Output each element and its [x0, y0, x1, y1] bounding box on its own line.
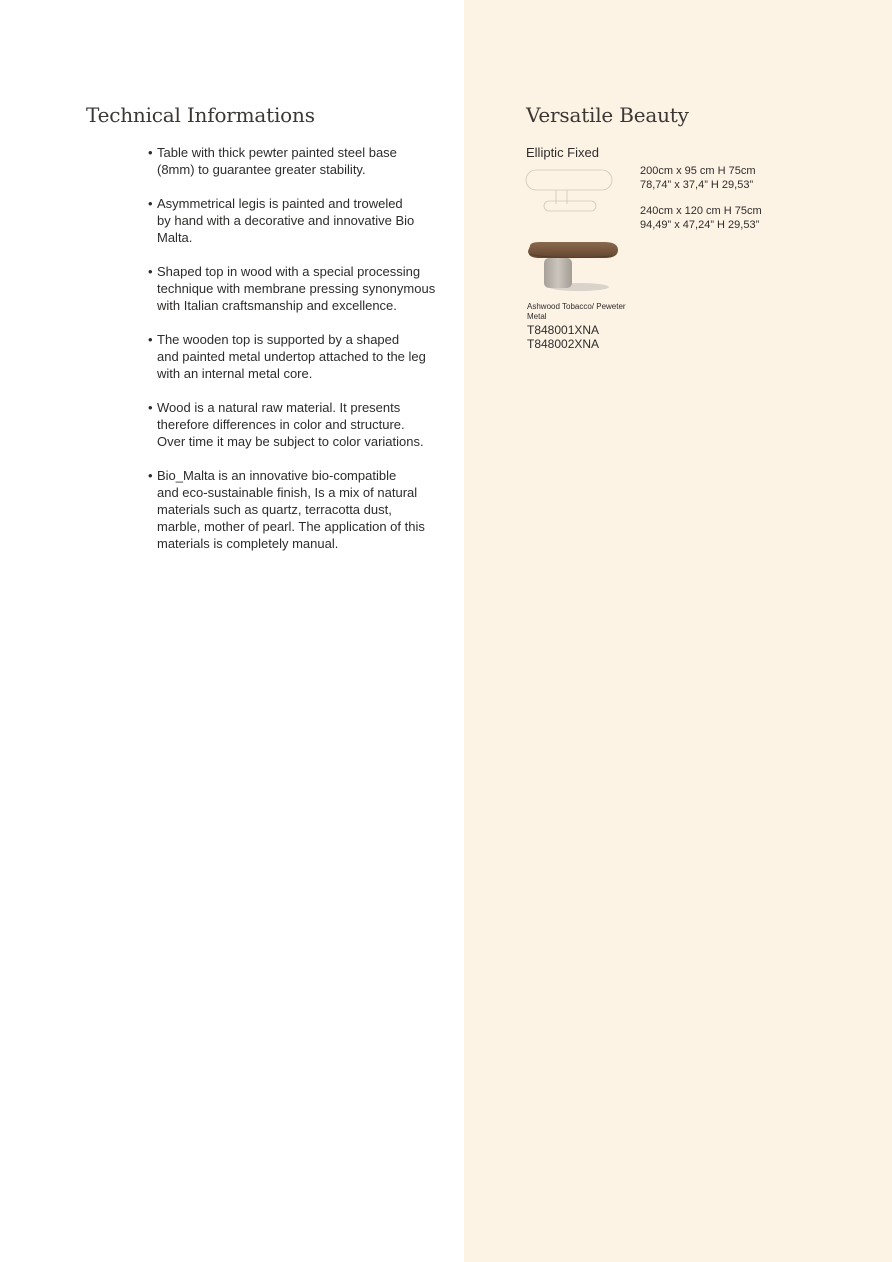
- bullet-icon: •: [148, 332, 153, 347]
- table-outline-drawing-icon: [524, 166, 616, 218]
- feature-text: Shaped top in wood with a special processing technique with membrane pressing synonymous with Italian craftsmanship and excellence.: [157, 264, 436, 313]
- size-imperial: 94,49” x 47,24” H 29,53”: [640, 219, 760, 231]
- size-metric: 200cm x 95 cm H 75cm: [640, 165, 756, 177]
- feature-item: [148, 331, 453, 382]
- feature-item: [148, 399, 453, 450]
- bullet-icon: •: [148, 468, 153, 483]
- finish-name: Ashwood Tobacco/ Peweter Metal: [527, 302, 626, 321]
- feature-text: Bio_Malta is an innovative bio-compatible and eco-sustainable finish, Is a mix of natural materials such as quartz, terracotta dust, marble, mother of pearl. The application of this materials is completely manual.: [157, 468, 425, 551]
- feature-item: [148, 263, 453, 314]
- size-imperial: 78,74” x 37,4” H 29,53”: [640, 179, 754, 191]
- feature-text: Wood is a natural raw material. It presents therefore differences in color and structure. Over time it may be subject to color variations.: [157, 400, 424, 449]
- size-option: [640, 204, 762, 232]
- bullet-icon: •: [148, 400, 153, 415]
- technical-informations-title: Technical Informations: [86, 103, 315, 127]
- bullet-icon: •: [148, 196, 153, 211]
- feature-item: [148, 195, 453, 246]
- product-code: T848001XNA: [527, 323, 600, 337]
- versatile-beauty-title: Versatile Beauty: [526, 103, 689, 127]
- size-option: [640, 164, 756, 192]
- feature-item: [148, 144, 453, 178]
- size-metric: 240cm x 120 cm H 75cm: [640, 205, 762, 217]
- bullet-icon: •: [148, 264, 153, 279]
- feature-text: Asymmetrical legis is painted and troweled by hand with a decorative and innovative Bio Malta.: [157, 196, 415, 245]
- table-product-photo-icon: [524, 238, 622, 294]
- features-list: [148, 144, 453, 569]
- feature-text: Table with thick pewter painted steel base (8mm) to guarantee greater stability.: [157, 145, 397, 177]
- bullet-icon: •: [148, 145, 153, 160]
- product-code: T848002XNA: [527, 337, 600, 351]
- variant-name: Elliptic Fixed: [526, 145, 599, 160]
- feature-item: [148, 467, 453, 552]
- feature-text: The wooden top is supported by a shaped and painted metal undertop attached to the leg with an internal metal core.: [157, 332, 426, 381]
